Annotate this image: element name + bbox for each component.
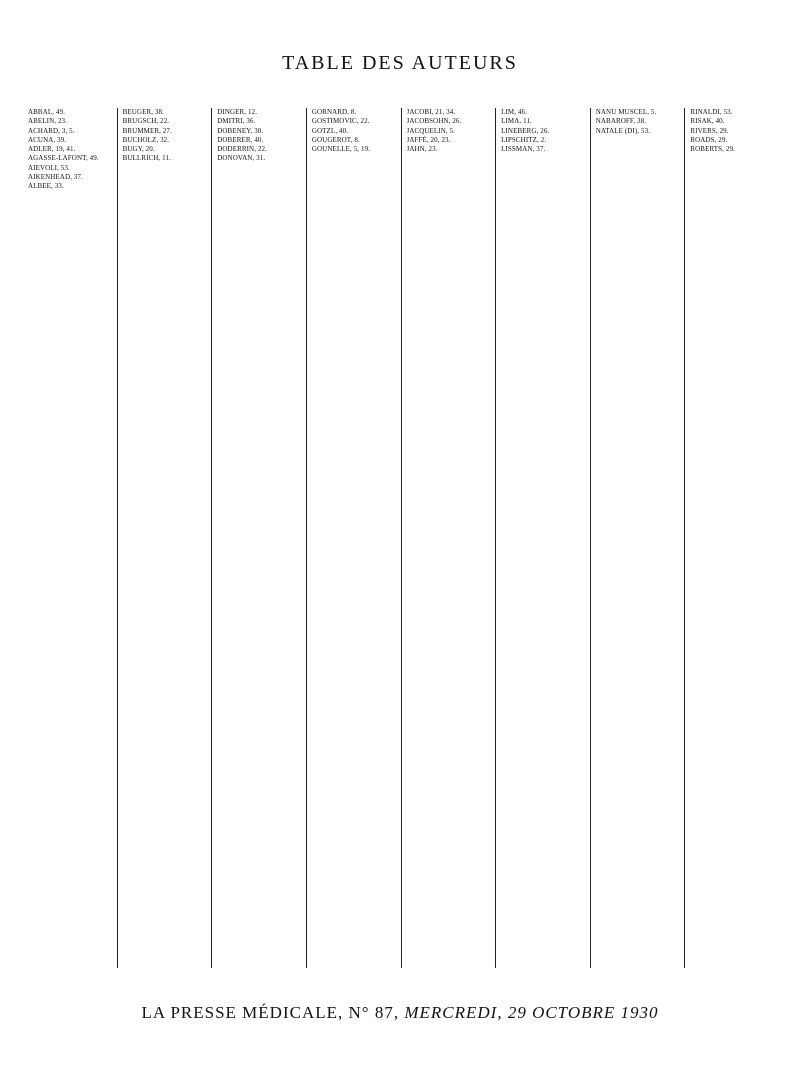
issue-date: MERCREDI, 29 OCTOBRE 1930: [404, 1003, 659, 1022]
author-entry: BEUGER, 38.: [122, 108, 164, 116]
author-entry: AGASSE-LAFONT, 49.: [28, 154, 99, 163]
author-entry: GOUNELLE, 5, 19.: [311, 145, 371, 154]
author-entry: DOBERER, 40.: [217, 135, 264, 144]
author-entry: BULLRICH, 11.: [122, 154, 171, 163]
author-entry: JAHN, 23.: [406, 145, 438, 154]
author-entry: JACOBSOHN, 26.: [406, 117, 462, 126]
index-title: TABLE DES AUTEURS: [282, 52, 518, 74]
author-entry: GOSTIMOVIC, 22.: [311, 117, 370, 126]
author-entry: ADLER, 19, 41.: [28, 145, 76, 154]
author-entry: NABAROFF, 38.: [595, 117, 647, 126]
author-entry: GOTZL, 40.: [311, 126, 349, 135]
author-entry: ROADS, 29.: [690, 135, 728, 144]
author-entry: LIPSCHITZ, 2.: [501, 135, 547, 144]
author-entry: ACHARD, 3, 5.: [28, 126, 75, 135]
author-index-columns: [28, 108, 780, 968]
author-entry: DODERRIN, 22.: [217, 145, 267, 154]
author-entry: DOBENEY, 30.: [217, 126, 264, 135]
issue-number: N° 87,: [348, 1003, 400, 1022]
author-entry: GOUGEROT, 8.: [311, 135, 360, 144]
author-entry: JACOBI, 21, 34.: [406, 108, 456, 116]
index-column: [407, 108, 497, 968]
author-entry: JACQUELIN, 5.: [406, 126, 456, 135]
index-column: [28, 108, 118, 968]
author-entry: LISSMAN, 37.: [501, 145, 546, 154]
author-entry: GORNARD, 8.: [311, 108, 357, 116]
author-entry: DINGER, 12.: [217, 108, 258, 116]
author-entry: BRUGSCH, 22.: [122, 117, 170, 126]
author-entry: ROBERTS, 29.: [690, 145, 735, 154]
author-entry: RISAK, 40.: [690, 117, 725, 126]
index-column: [501, 108, 591, 968]
author-entry: ABBAL, 49.: [28, 108, 65, 116]
index-column: [690, 108, 780, 968]
author-entry: AIKENHEAD, 37.: [28, 173, 83, 182]
author-entry: AIEVOLI, 53.: [28, 163, 70, 172]
author-entry: NATALE (DI), 53.: [595, 126, 651, 135]
author-entry: RIVERS, 29.: [690, 126, 729, 135]
author-entry: LIMA, 11.: [501, 117, 532, 126]
index-column: [312, 108, 402, 968]
author-entry: LINEBERG, 26.: [501, 126, 550, 135]
author-entry: BRUMMER, 27.: [122, 126, 172, 135]
index-column: [596, 108, 686, 968]
author-entry: BUCHOLZ, 32.: [122, 135, 170, 144]
author-entry: DONOVAN, 31.: [217, 154, 266, 163]
author-entry: DMITRI, 36.: [217, 117, 256, 126]
author-entry: ALBEE, 33.: [28, 182, 64, 191]
index-column: [217, 108, 307, 968]
author-entry: LIM, 46.: [501, 108, 528, 116]
author-entry: NANU MUSCEL, 5.: [595, 108, 657, 116]
author-entry: JAFFÉ, 20, 23.: [406, 135, 451, 144]
index-column: [123, 108, 213, 968]
journal-name: LA PRESSE MÉDICALE,: [141, 1003, 344, 1022]
author-entry: RINALDI, 53.: [690, 108, 733, 116]
page-footer: [0, 1003, 800, 1023]
author-entry: BUGY, 20.: [122, 145, 155, 154]
author-entry: ABELIN, 23.: [28, 117, 68, 126]
author-entry: ACUNA, 39.: [28, 135, 67, 144]
